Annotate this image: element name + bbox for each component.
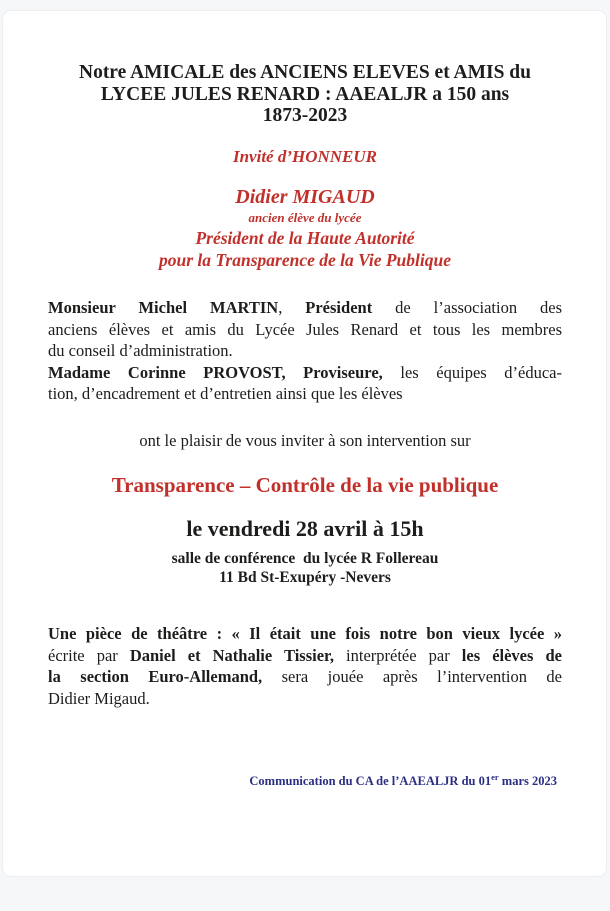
text-segment: du conseil d’administration. — [48, 341, 233, 361]
text-line — [48, 666, 562, 688]
footer-text-after: mars 2023 — [498, 774, 557, 789]
text-segment: tion, d’encadrement et d’entretien ainsi que les élèves — [48, 384, 403, 404]
text-segment: Daniel et Nathalie Tissier, — [129, 645, 334, 665]
guest-role — [40, 228, 570, 271]
invitation-line: ont le plaisir de vous inviter à son intervention sur — [139, 431, 471, 450]
text-segment: Une pièce de théâtre : « Il était une fois notre bon vieux lycée » — [48, 624, 562, 643]
event-datetime: le vendredi 28 avril à 15h — [186, 516, 424, 541]
footer-text-before: Communication du CA de l’AAEALJR du 01 — [249, 774, 492, 789]
text-segment: Madame Corinne PROVOST, Proviseure, — [48, 362, 383, 382]
text-line — [48, 340, 562, 362]
talk-title: Transparence – Contrôle de la vie publique — [111, 473, 499, 497]
text-segment: Monsieur Michel MARTIN — [48, 298, 279, 317]
play-paragraph — [48, 623, 562, 709]
text-line — [48, 645, 562, 667]
text-segment: anciens élèves et amis du Lycée Jules Renard et tous les membres — [48, 319, 562, 339]
text-segment: Président — [305, 298, 373, 317]
text-line: Notre AMICALE des ANCIENS ELEVES et AMIS du — [78, 62, 531, 83]
guest-name: Didier MIGAUD — [235, 186, 375, 208]
text-line: Président de la Haute Autorité — [195, 228, 415, 248]
text-line: 1873-2023 — [262, 105, 348, 126]
hosts-paragraph — [48, 297, 562, 405]
text-segment: la section Euro-Allemand, — [48, 667, 263, 687]
text-segment: les équipes d’éduca- — [382, 362, 562, 382]
text-line — [48, 688, 562, 710]
footer-superscript: er — [491, 772, 499, 782]
text-line: pour la Transparence de la Vie Publique — [158, 249, 451, 270]
association-title — [40, 62, 570, 127]
event-venue: salle de conférence du lycée R Follereau — [171, 550, 439, 567]
text-line — [48, 623, 562, 645]
text-line — [48, 362, 562, 384]
guest-of-honor-label: Invité d’HONNEUR — [232, 147, 378, 166]
guest-subtitle: ancien élève du lycée — [248, 210, 362, 225]
text-segment: de l’association des — [372, 298, 562, 317]
footer-note — [48, 772, 557, 789]
text-segment: écrite par — [48, 645, 130, 665]
text-line — [48, 297, 562, 319]
text-line: LYCEE JULES RENARD : AAEALJR a 150 ans — [100, 83, 510, 105]
text-segment: les élèves de — [461, 645, 562, 665]
text-segment: , — [278, 298, 306, 317]
text-segment: Didier Migaud. — [48, 688, 150, 708]
text-line — [48, 319, 562, 341]
text-segment: sera jouée après l’intervention de — [262, 667, 562, 687]
text-segment: interprétée par — [333, 645, 462, 665]
event-address: 11 Bd St-Exupéry -Nevers — [219, 569, 391, 586]
text-line — [48, 383, 562, 405]
